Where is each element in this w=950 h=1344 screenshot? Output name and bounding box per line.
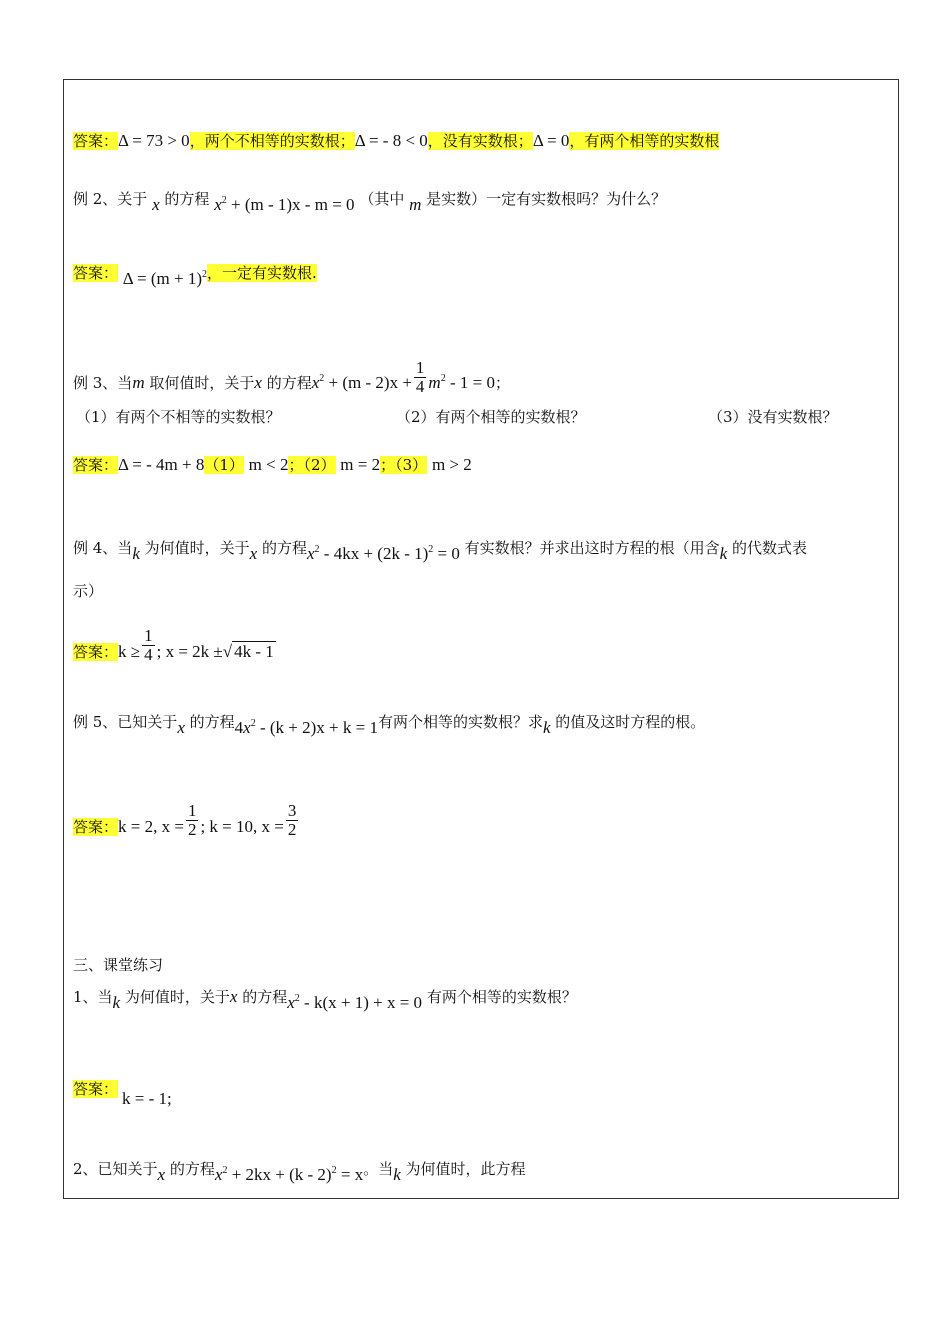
answer-label: 答案： xyxy=(73,818,119,836)
ex5-var-k: k xyxy=(542,718,551,737)
ex3-text-2: 的方程 xyxy=(266,374,312,392)
ex3-answer xyxy=(73,454,472,476)
ex4-text-3: 有实数根？并求出这时方程的根（用含 xyxy=(464,539,720,557)
ex3-q2: （2）有两个相等的实数根？ xyxy=(396,408,586,426)
p1-equation: $x^2 - k(x + 1) + x = 0$ xyxy=(287,993,423,1012)
ex3-a1: m < 2 xyxy=(248,455,289,474)
p1-text-3: 有两个相等的实数根？ xyxy=(426,988,577,1006)
p2-equation: $x^2 + 2kx + (k - 2)^2 = x$ xyxy=(214,1165,364,1184)
ex4-question-cont: 示） xyxy=(73,582,104,600)
ex4-var-x: x xyxy=(249,544,258,563)
ex3-equation: $x^2 + (m - 2)x$ + $\frac{1}{4}$ $m^2 - 1 = 0$ xyxy=(311,357,495,396)
ex5-text-1: 的方程 xyxy=(189,713,235,731)
ex1-answer xyxy=(73,130,719,152)
p2-text-3: 为何值时，此方程 xyxy=(405,1160,526,1178)
ex3-a3: m > 2 xyxy=(431,455,472,474)
ex4-equation: $x^2 - 4kx + (2k - 1)^2 = 0$ xyxy=(307,544,460,563)
ex4-var-k: k xyxy=(132,544,140,563)
ex3-var-x: x xyxy=(254,373,262,392)
ex3-text-3: ； xyxy=(494,374,510,392)
p2-var-k: k xyxy=(393,1165,401,1184)
ex2-answer-math: $\Delta = (m + 1)^2$ xyxy=(122,269,208,288)
p1-text-1: 为何值时，关于 xyxy=(124,988,230,1006)
ex4-answer-math: k ≥ $\frac{1}{4}$ ; x = 2k ±√ 4k - 1 xyxy=(118,625,274,664)
ex2-text-3: 是实数）一定有实数根吗？为什么？ xyxy=(426,190,667,208)
ex2-label: 例 2、关于 xyxy=(73,190,148,208)
ex5-text-3: 的值及这时方程的根。 xyxy=(555,713,706,731)
p1-label: 1、当 xyxy=(73,988,113,1006)
ex4-var-k-2: k xyxy=(719,544,728,563)
ex5-equation: $4x^2 - (k + 2)x + k = 1$ xyxy=(234,718,378,737)
ex1-result-1: ，两个不相等的实数根； xyxy=(189,132,355,150)
ex1-result-3: ，有两个相等的实数根 xyxy=(569,132,720,150)
ex3-a2: m = 2 xyxy=(340,455,381,474)
p1-text-2: 的方程 xyxy=(242,988,288,1006)
ex1-delta-2: Δ = - 8 < 0 xyxy=(354,131,428,150)
ex2-text-1: 的方程 xyxy=(164,190,210,208)
ex1-delta-3: Δ = 0 xyxy=(532,131,570,150)
practice-2-question xyxy=(73,1154,526,1184)
ex2-equation: $x^2 + (m - 1)x - m = 0$ xyxy=(214,195,355,214)
ex3-text-1: 取何值时，关于 xyxy=(149,374,255,392)
ex5-var-x: x xyxy=(177,718,185,737)
ex4-label: 例 4、当 xyxy=(73,539,133,557)
ex4-text-2: 的方程 xyxy=(261,539,307,557)
ex3-a1-label: （1） xyxy=(204,456,244,474)
ex3-var-m: m xyxy=(132,373,145,392)
ex3-a3-label: ；（3） xyxy=(380,456,428,474)
p2-text-1: 的方程 xyxy=(169,1160,215,1178)
ex3-answer-delta: Δ = - 4m + 8 xyxy=(118,455,205,474)
answer-label: 答案： xyxy=(73,456,119,474)
practice-1-answer xyxy=(122,1088,172,1110)
answer-label: 答案： xyxy=(73,264,119,282)
ex2-answer xyxy=(73,258,317,288)
answer-label: 答案： xyxy=(73,132,119,150)
answer-label: 答案： xyxy=(73,643,119,661)
answer-label: 答案： xyxy=(73,1080,119,1098)
ex3-q1: （1）有两个不相等的实数根？ xyxy=(76,408,281,426)
p2-var-x: x xyxy=(157,1165,166,1184)
ex2-text-2: （其中 xyxy=(359,190,405,208)
ex1-delta-1: Δ = 73 > 0 xyxy=(118,131,190,150)
ex3-label: 例 3、当 xyxy=(73,374,133,392)
ex2-question xyxy=(73,184,667,214)
ex2-answer-text: ，一定有实数根. xyxy=(207,264,317,282)
ex4-text-1: 为何值时，关于 xyxy=(144,539,250,557)
ex5-text-2: 有两个相等的实数根？求 xyxy=(377,713,543,731)
ex5-answer xyxy=(73,800,300,839)
practice-1-question xyxy=(73,982,577,1012)
p1-var-k: k xyxy=(112,993,121,1012)
p1-answer-math: k = - 1; xyxy=(122,1089,172,1108)
ex4-text-4: 的代数式表 xyxy=(732,539,808,557)
ex1-result-2: ，没有实数根； xyxy=(427,132,533,150)
p2-label: 2、已知关于 xyxy=(73,1160,158,1178)
ex2-var-m: m xyxy=(409,195,422,214)
practice-heading: 三、课堂练习 xyxy=(73,956,164,974)
ex5-question xyxy=(73,707,706,737)
ex4-answer xyxy=(73,625,276,664)
p1-var-x: x xyxy=(229,987,238,1006)
ex3-q3: （3）没有实数根？ xyxy=(708,408,838,426)
p2-text-2: 。当 xyxy=(363,1160,394,1178)
ex5-answer-math: k = 2, x = $\frac{1}{2}$ ; k = 10, x = $\frac{3}{2}$ xyxy=(118,800,297,839)
content-frame xyxy=(63,79,899,1199)
ex2-var-x: x xyxy=(152,195,160,214)
ex5-label: 例 5、已知关于 xyxy=(73,713,178,731)
ex3-a2-label: ；（2） xyxy=(288,456,336,474)
ex3-question xyxy=(73,357,510,396)
practice-1-answer-label xyxy=(73,1078,118,1100)
ex4-question xyxy=(73,533,808,563)
